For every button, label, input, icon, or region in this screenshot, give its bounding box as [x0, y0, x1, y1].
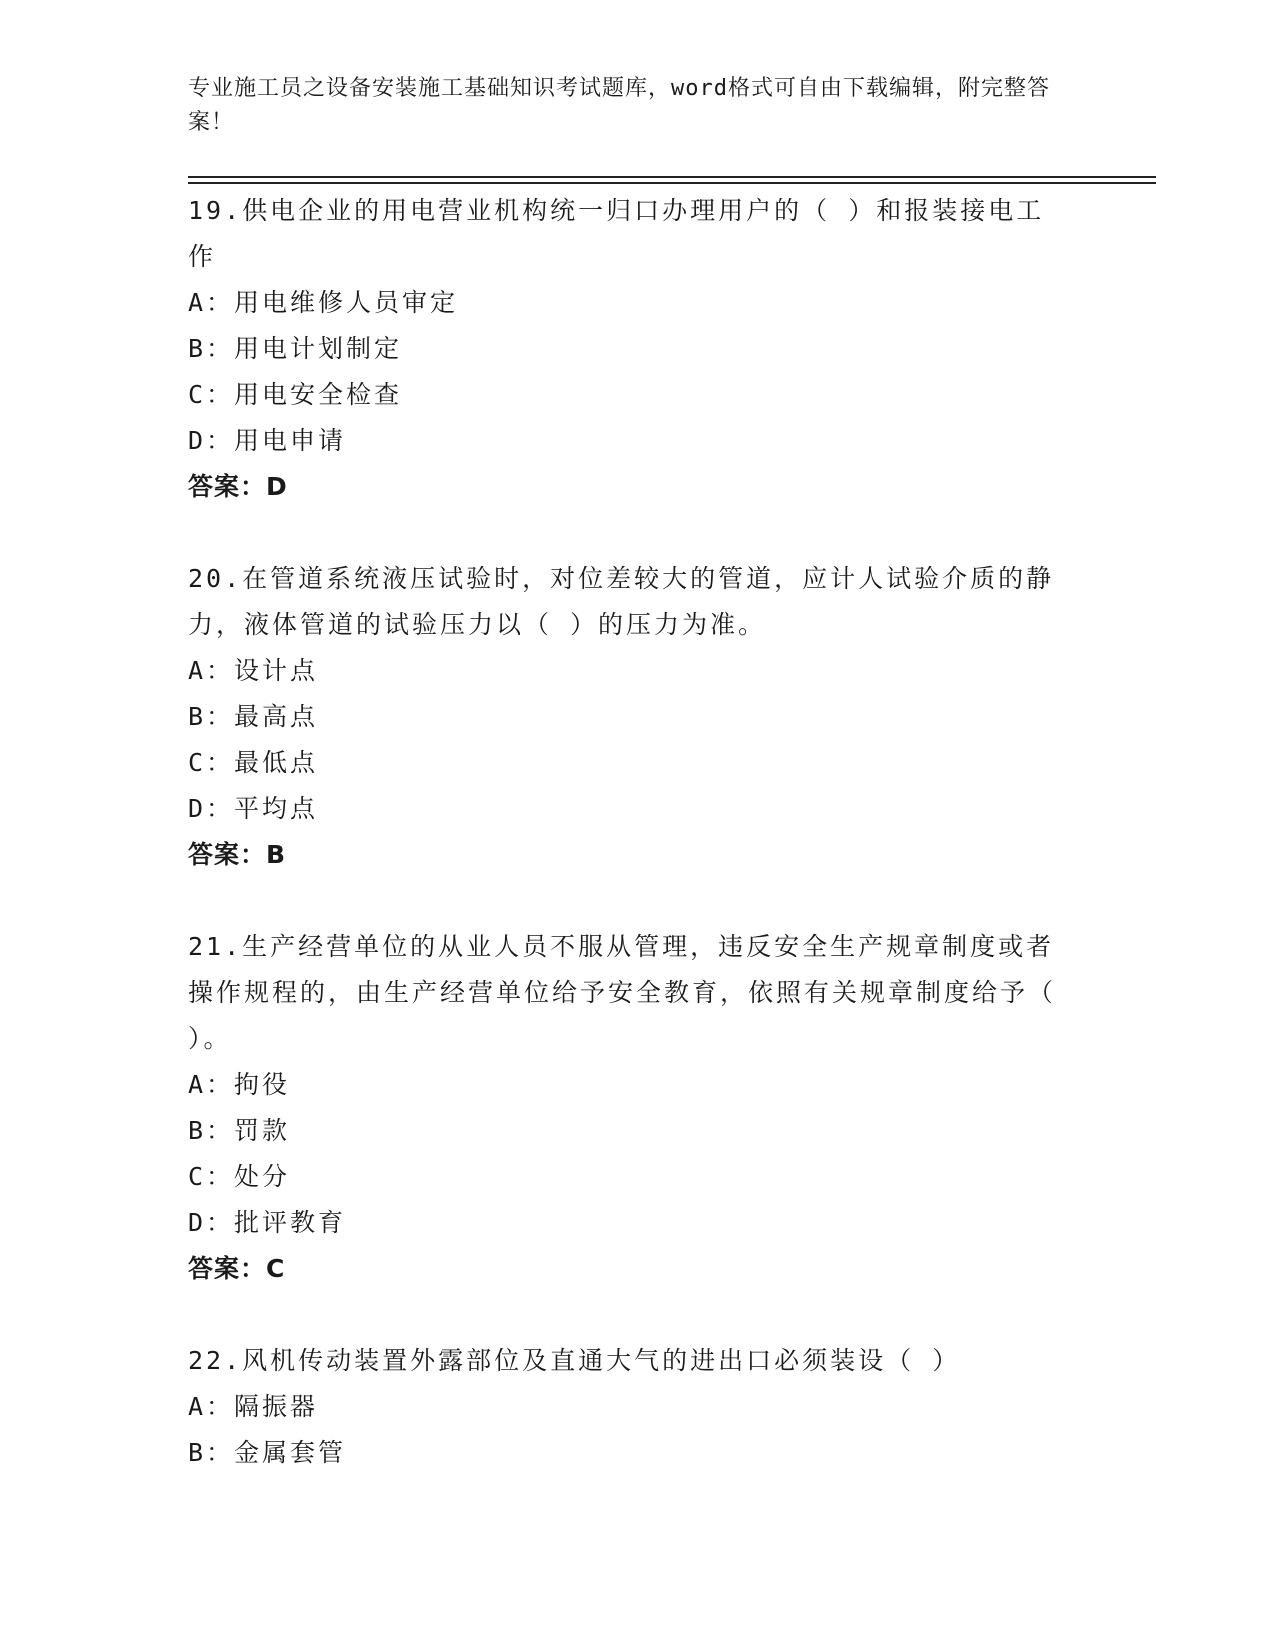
question-spacer [188, 878, 1088, 924]
option-b: B：最高点 [188, 702, 319, 731]
question-text: 20.在管道系统液压试验时，对位差较大的管道，应计人试验介质的静力，液体管道的试验压力以（ ）的压力为准。 [188, 564, 1055, 639]
option-d: D：用电申请 [188, 426, 347, 455]
option-a: A：用电维修人员审定 [188, 288, 459, 317]
question-spacer [188, 510, 1088, 556]
option-d: D：批评教育 [188, 1208, 347, 1237]
question-20 [188, 556, 1088, 878]
answer-label: 答案：D [188, 472, 288, 501]
option-c: C：处分 [188, 1162, 291, 1191]
question-21 [188, 924, 1088, 1292]
question-list [188, 188, 1088, 1476]
question-text: 19.供电企业的用电营业机构统一归口办理用户的（ ）和报装接电工作 [188, 196, 1045, 271]
question-text: 22.风机传动装置外露部位及直通大气的进出口必须装设（ ） [188, 1346, 961, 1375]
header-rule-bottom [188, 182, 1156, 184]
option-c: C：最低点 [188, 748, 319, 777]
header-rule-top [188, 176, 1156, 178]
option-a: A：拘役 [188, 1070, 291, 1099]
option-c: C：用电安全检查 [188, 380, 403, 409]
question-19 [188, 188, 1088, 510]
option-a: A：隔振器 [188, 1392, 319, 1421]
option-b: B：金属套管 [188, 1438, 347, 1467]
option-a: A：设计点 [188, 656, 319, 685]
question-22 [188, 1338, 1088, 1476]
document-header: 专业施工员之设备安装施工基础知识考试题库，word格式可自由下载编辑，附完整答案！ [188, 76, 1050, 135]
question-spacer [188, 1292, 1088, 1338]
option-b: B：罚款 [188, 1116, 291, 1145]
option-d: D：平均点 [188, 794, 319, 823]
option-b: B：用电计划制定 [188, 334, 403, 363]
question-text: 21.生产经营单位的从业人员不服从管理，违反安全生产规章制度或者操作规程的，由生产经营单位给予安全教育，依照有关规章制度给予（ ）。 [188, 932, 1057, 1053]
answer-label: 答案：C [188, 1254, 286, 1283]
answer-label: 答案：B [188, 840, 287, 869]
